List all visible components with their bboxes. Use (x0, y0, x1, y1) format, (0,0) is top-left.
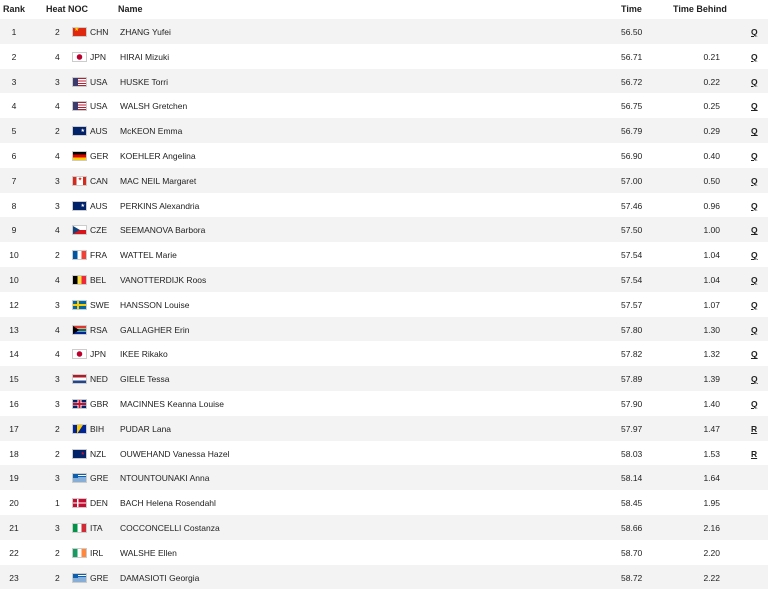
qualification-mark[interactable]: Q (751, 274, 758, 285)
table-row[interactable] (0, 416, 768, 441)
qualification-mark[interactable]: Q (751, 27, 758, 37)
time-behind-cell: 0.25 (703, 101, 720, 112)
country-flag-icon (72, 424, 87, 434)
time-behind-cell: 0.96 (703, 200, 720, 211)
athlete-name[interactable]: KOEHLER Angelina (120, 150, 196, 161)
noc-cell: USA (90, 76, 108, 87)
time-behind-cell: 0.29 (703, 126, 720, 137)
rank-cell: 18 (9, 448, 19, 459)
country-flag-icon (72, 473, 87, 483)
table-header (0, 0, 768, 19)
noc-cell: IRL (90, 547, 104, 558)
rank-cell: 13 (9, 324, 19, 335)
heat-cell: 2 (55, 448, 60, 459)
athlete-name[interactable]: HUSKE Torri (120, 76, 169, 87)
qualification-mark[interactable]: Q (751, 250, 758, 261)
heat-cell: 3 (55, 398, 60, 409)
noc-cell: USA (90, 101, 108, 112)
qualification-mark[interactable]: Q (751, 51, 758, 62)
noc-cell: NED (90, 374, 108, 385)
heat-cell: 4 (55, 51, 60, 62)
rank-cell: 4 (11, 101, 17, 112)
qualification-mark[interactable]: Q (751, 374, 758, 385)
heat-cell: 2 (55, 27, 60, 37)
time-cell: 58.14 (621, 473, 643, 484)
rank-cell: 16 (9, 398, 19, 409)
time-behind-cell: 1.64 (703, 473, 720, 484)
rank-cell: 19 (9, 473, 19, 484)
time-behind-cell: 1.47 (703, 423, 720, 434)
rank-cell: 21 (9, 522, 19, 533)
country-flag-icon (72, 300, 87, 310)
table-row[interactable] (0, 341, 768, 366)
qualification-mark[interactable]: Q (751, 126, 758, 137)
athlete-name[interactable]: WATTEL Marie (120, 250, 177, 261)
rank-cell: 3 (11, 76, 17, 87)
table-row[interactable] (0, 118, 768, 143)
rank-cell: 9 (11, 225, 17, 236)
time-cell: 57.89 (621, 374, 643, 385)
country-flag-icon (72, 201, 87, 211)
noc-cell: DEN (90, 498, 108, 509)
athlete-name[interactable]: WALSHE Ellen (120, 547, 177, 558)
country-flag-icon (72, 151, 87, 161)
country-flag-icon (72, 374, 87, 384)
heat-cell: 2 (55, 572, 60, 583)
table-row[interactable] (0, 465, 768, 490)
time-cell: 57.54 (621, 274, 643, 285)
table-row[interactable] (0, 217, 768, 242)
time-behind-cell: 1.40 (703, 398, 720, 409)
athlete-name[interactable]: COCCONCELLI Costanza (120, 522, 220, 533)
athlete-name[interactable]: MACINNES Keanna Louise (120, 398, 224, 409)
time-cell: 57.82 (621, 349, 643, 360)
qualification-mark[interactable]: Q (751, 225, 758, 236)
heat-cell: 2 (55, 126, 60, 137)
noc-cell: ITA (90, 522, 103, 533)
noc-cell: AUS (90, 126, 108, 137)
noc-cell: GBR (90, 398, 109, 409)
time-behind-cell: 2.16 (703, 522, 720, 533)
table-row[interactable] (0, 44, 768, 69)
rank-cell: 12 (9, 299, 19, 310)
country-flag-icon (72, 573, 87, 583)
athlete-name[interactable]: BACH Helena Rosendahl (120, 498, 216, 509)
qualification-mark[interactable]: R (751, 448, 758, 459)
table-row[interactable] (0, 143, 768, 168)
rank-cell: 20 (9, 498, 19, 509)
time-cell: 56.50 (621, 27, 643, 37)
rank-cell: 10 (9, 274, 19, 285)
country-flag-icon (72, 52, 87, 62)
heat-cell: 4 (55, 324, 60, 335)
rank-cell: 14 (9, 349, 19, 360)
country-flag-icon (72, 250, 87, 260)
time-cell: 56.90 (621, 150, 643, 161)
athlete-name[interactable]: DAMASIOTI Georgia (120, 572, 200, 583)
time-cell: 57.80 (621, 324, 643, 335)
country-flag-icon (72, 449, 87, 459)
qualification-mark[interactable]: Q (751, 324, 758, 335)
country-flag-icon (72, 498, 87, 508)
table-row[interactable] (0, 93, 768, 118)
rank-cell: 22 (9, 547, 19, 558)
heat-cell: 2 (55, 547, 60, 558)
country-flag-icon (72, 126, 87, 136)
country-flag-icon (72, 349, 87, 359)
qualification-mark[interactable]: Q (751, 200, 758, 211)
rank-cell: 5 (11, 126, 17, 137)
time-behind-cell: 0.50 (703, 175, 720, 186)
heat-cell: 4 (55, 225, 60, 236)
time-behind-cell: 1.00 (703, 225, 720, 236)
heat-cell: 3 (55, 473, 60, 484)
noc-cell: BIH (90, 423, 105, 434)
qualification-mark[interactable]: Q (751, 76, 758, 87)
noc-cell: BEL (90, 274, 107, 285)
time-cell: 58.45 (621, 498, 643, 509)
table-row[interactable] (0, 515, 768, 540)
rank-cell: 6 (11, 150, 17, 161)
athlete-name[interactable]: OUWEHAND Vanessa Hazel (120, 448, 230, 459)
country-flag-icon (72, 77, 87, 87)
table-row[interactable] (0, 441, 768, 466)
rank-cell: 2 (11, 51, 17, 62)
header-heat-noc[interactable]: Heat NOC (46, 4, 89, 14)
athlete-name[interactable]: SEEMANOVA Barbora (120, 225, 206, 236)
qualification-mark[interactable]: R (751, 423, 758, 434)
athlete-name[interactable]: WALSH Gretchen (120, 101, 188, 112)
heat-cell: 4 (55, 274, 60, 285)
qualification-mark[interactable]: Q (751, 101, 758, 112)
athlete-name[interactable]: HIRAI Mizuki (120, 51, 170, 62)
country-flag-icon (72, 548, 87, 558)
noc-cell: GER (90, 150, 109, 161)
header-name[interactable]: Name (118, 4, 143, 14)
rank-cell: 7 (11, 175, 17, 186)
time-cell: 56.75 (621, 101, 643, 112)
qualification-mark[interactable]: Q (751, 150, 758, 161)
rank-cell: 15 (9, 374, 19, 385)
table-row[interactable] (0, 391, 768, 416)
country-flag-icon (72, 27, 87, 37)
athlete-name[interactable]: IKEE Rikako (120, 349, 168, 360)
heat-cell: 1 (55, 498, 60, 509)
qualification-mark[interactable]: Q (751, 175, 758, 186)
time-cell: 57.46 (621, 200, 643, 211)
rank-cell: 17 (9, 423, 19, 434)
time-cell: 58.03 (621, 448, 643, 459)
noc-cell: AUS (90, 200, 108, 211)
table-row[interactable] (0, 19, 768, 44)
table-row[interactable] (0, 69, 768, 94)
heat-cell: 3 (55, 522, 60, 533)
athlete-name[interactable]: HANSSON Louise (120, 299, 190, 310)
table-body (0, 19, 768, 589)
time-cell: 56.79 (621, 126, 643, 137)
country-flag-icon (72, 225, 87, 235)
header-time-behind[interactable]: Time Behind (673, 4, 727, 14)
table-row[interactable] (0, 490, 768, 515)
athlete-name[interactable]: McKEON Emma (120, 126, 183, 137)
noc-cell: CZE (90, 225, 107, 236)
qualification-mark[interactable]: Q (751, 398, 758, 409)
time-behind-cell: 1.95 (703, 498, 720, 509)
noc-cell: CHN (90, 27, 109, 37)
heat-cell: 4 (55, 150, 60, 161)
time-cell: 57.50 (621, 225, 643, 236)
noc-cell: NZL (90, 448, 107, 459)
time-behind-cell: 1.30 (703, 324, 720, 335)
time-behind-cell: 1.53 (703, 448, 720, 459)
heat-cell: 3 (55, 374, 60, 385)
table-row[interactable] (0, 242, 768, 267)
rank-cell: 8 (11, 200, 17, 211)
noc-cell: JPN (90, 349, 107, 360)
time-behind-cell: 0.21 (703, 51, 720, 62)
table-row[interactable] (0, 193, 768, 218)
table-row[interactable] (0, 366, 768, 391)
table-row[interactable] (0, 267, 768, 292)
time-cell: 56.71 (621, 51, 643, 62)
time-behind-cell: 1.04 (703, 274, 720, 285)
noc-cell: FRA (90, 250, 107, 261)
country-flag-icon (72, 523, 87, 533)
qualification-mark[interactable]: Q (751, 299, 758, 310)
athlete-name[interactable]: NTOUNTOUNAKI Anna (120, 473, 210, 484)
heat-cell: 4 (55, 349, 60, 360)
noc-cell: CAN (90, 175, 108, 186)
athlete-name[interactable]: VANOTTERDIJK Roos (120, 274, 207, 285)
time-behind-cell: 1.32 (703, 349, 720, 360)
rank-cell: 1 (11, 27, 17, 37)
time-behind-cell: 2.20 (703, 547, 720, 558)
rank-cell: 10 (9, 250, 19, 261)
time-behind-cell: 1.04 (703, 250, 720, 261)
time-behind-cell: 0.22 (703, 76, 720, 87)
athlete-name[interactable]: ZHANG Yufei (120, 27, 171, 37)
time-cell: 57.54 (621, 250, 643, 261)
country-flag-icon (72, 399, 87, 409)
table-row[interactable] (0, 540, 768, 565)
country-flag-icon (72, 325, 87, 335)
time-cell: 57.57 (621, 299, 643, 310)
table-row[interactable] (0, 292, 768, 317)
time-behind-cell: 2.22 (703, 572, 720, 583)
time-cell: 58.66 (621, 522, 643, 533)
noc-cell: SWE (90, 299, 110, 310)
header-rank[interactable]: Rank (3, 4, 26, 14)
country-flag-icon (72, 275, 87, 285)
heat-cell: 3 (55, 175, 60, 186)
table-row[interactable] (0, 565, 768, 589)
qualification-mark[interactable]: Q (751, 349, 758, 360)
athlete-name[interactable]: GIELE Tessa (120, 374, 170, 385)
time-cell: 58.70 (621, 547, 643, 558)
table-row[interactable] (0, 317, 768, 342)
heat-cell: 3 (55, 200, 60, 211)
time-behind-cell: 1.39 (703, 374, 720, 385)
country-flag-icon (72, 101, 87, 111)
heat-cell: 4 (55, 101, 60, 112)
country-flag-icon (72, 176, 87, 186)
athlete-name[interactable]: MAC NEIL Margaret (120, 175, 197, 186)
noc-cell: GRE (90, 572, 109, 583)
time-cell: 58.72 (621, 572, 643, 583)
heat-cell: 2 (55, 423, 60, 434)
time-cell: 57.97 (621, 423, 643, 434)
heat-cell: 3 (55, 76, 60, 87)
table-row[interactable] (0, 168, 768, 193)
heat-cell: 3 (55, 299, 60, 310)
rank-cell: 23 (9, 572, 19, 583)
athlete-name[interactable]: PUDAR Lana (120, 423, 172, 434)
time-cell: 56.72 (621, 76, 643, 87)
heat-cell: 2 (55, 250, 60, 261)
noc-cell: GRE (90, 473, 109, 484)
time-cell: 57.90 (621, 398, 643, 409)
athlete-name[interactable]: PERKINS Alexandria (120, 200, 200, 211)
time-behind-cell: 1.07 (703, 299, 720, 310)
noc-cell: RSA (90, 324, 108, 335)
header-time[interactable]: Time (621, 4, 642, 14)
time-cell: 57.00 (621, 175, 643, 186)
athlete-name[interactable]: GALLAGHER Erin (120, 324, 190, 335)
time-behind-cell: 0.40 (703, 150, 720, 161)
noc-cell: JPN (90, 51, 107, 62)
